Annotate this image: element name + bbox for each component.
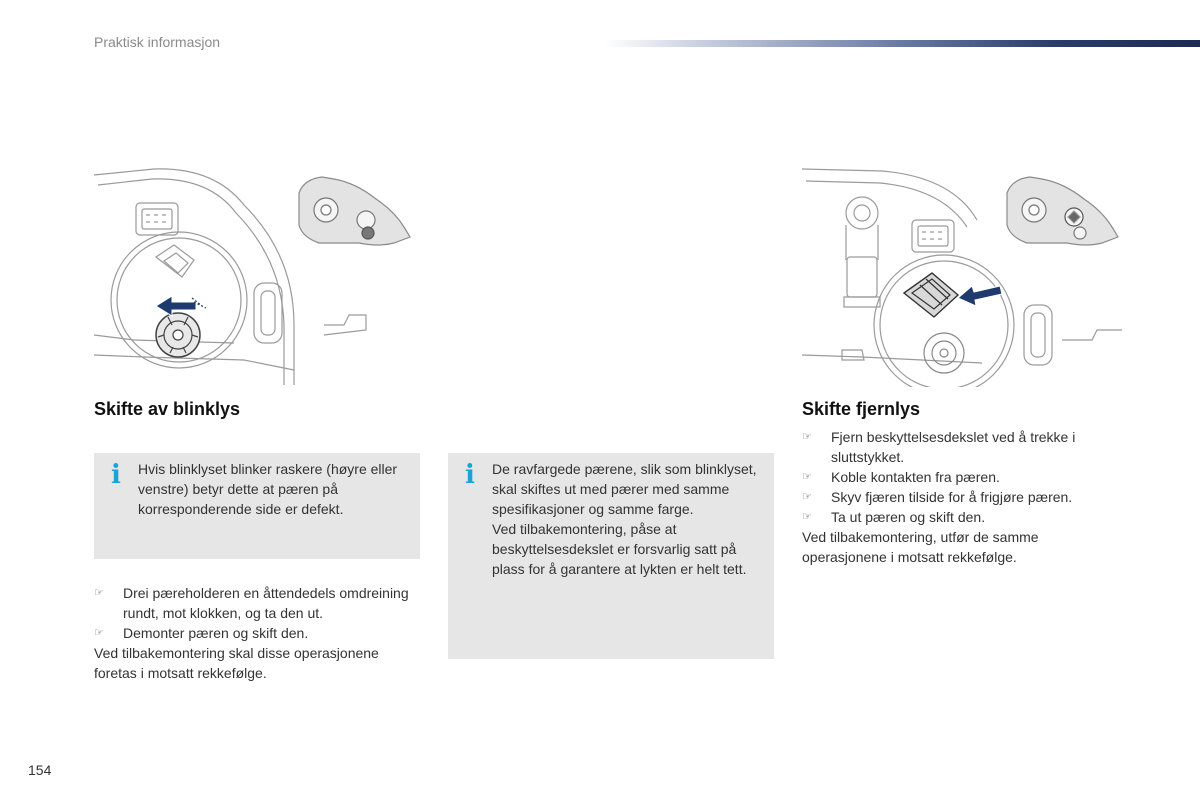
pointing-hand-icon: ☞: [802, 471, 812, 483]
turn-signal-illustration: [94, 165, 424, 387]
pointing-hand-icon: ☞: [802, 431, 812, 443]
info-icon: i: [465, 460, 475, 490]
high-beam-illustration: [802, 165, 1132, 387]
turn-signal-title: Skifte av blinklys: [94, 399, 241, 419]
page-number: 154: [28, 762, 52, 778]
pointing-hand-icon: ☞: [94, 627, 104, 639]
list-item: [802, 427, 1112, 467]
list-item: [802, 467, 1112, 487]
high-beam-steps: [802, 427, 1112, 567]
turn-signal-steps: [94, 583, 424, 683]
pointing-hand-icon: ☞: [94, 587, 104, 599]
list-item: [94, 623, 424, 643]
high-beam-title: Skifte fjernlys: [802, 399, 921, 419]
section-label: Praktisk informasjon: [94, 34, 221, 50]
cover-seal-paragraph: Ved tilbakemontering, påse at beskyttelsesdekslet er forsvarlig satt på plass for å garantere at lykten er helt tett.: [492, 521, 747, 577]
step-text: Fjern beskyttelsesdekslet ved å trekke i sluttstykket.: [831, 429, 1076, 465]
list-item: [802, 487, 1112, 507]
step-text: Demonter pæren og skift den.: [123, 625, 309, 641]
pointing-hand-icon: ☞: [802, 511, 812, 523]
bulb-color-paragraph: De ravfargede pærene, slik som blinklyset, skal skiftes ut med pærer med samme spesifikasjoner og samme farge.: [492, 461, 757, 517]
step-text: Koble kontakten fra pæren.: [831, 469, 1000, 485]
step-text: Ta ut pæren og skift den.: [831, 509, 986, 525]
turn-signal-info-paragraph: Hvis blinklyset blinker raskere (høyre eller venstre) betyr dette at pæren på korresponderende side er defekt.: [138, 461, 398, 517]
step-text: Skyv fjæren tilside for å frigjøre pæren.: [831, 489, 1073, 505]
turn-signal-info-text: [138, 459, 408, 519]
reassembly-note: Ved tilbakemontering skal disse operasjonene foretas i motsatt rekkefølge.: [94, 645, 379, 681]
bulb-color-info-box: [448, 453, 774, 659]
list-item: [94, 583, 424, 623]
list-item: [802, 507, 1112, 527]
step-text: Drei pæreholderen en åttendedels omdreining rundt, mot klokken, og ta den ut.: [123, 585, 409, 621]
info-icon: i: [111, 460, 121, 490]
pointing-hand-icon: ☞: [802, 491, 812, 503]
reassembly-note: Ved tilbakemontering, utfør de samme operasjonene i motsatt rekkefølge.: [802, 529, 1039, 565]
header-bar: [605, 40, 1200, 47]
turn-signal-info-box: [94, 453, 420, 559]
bulb-color-info-text: [492, 459, 764, 579]
